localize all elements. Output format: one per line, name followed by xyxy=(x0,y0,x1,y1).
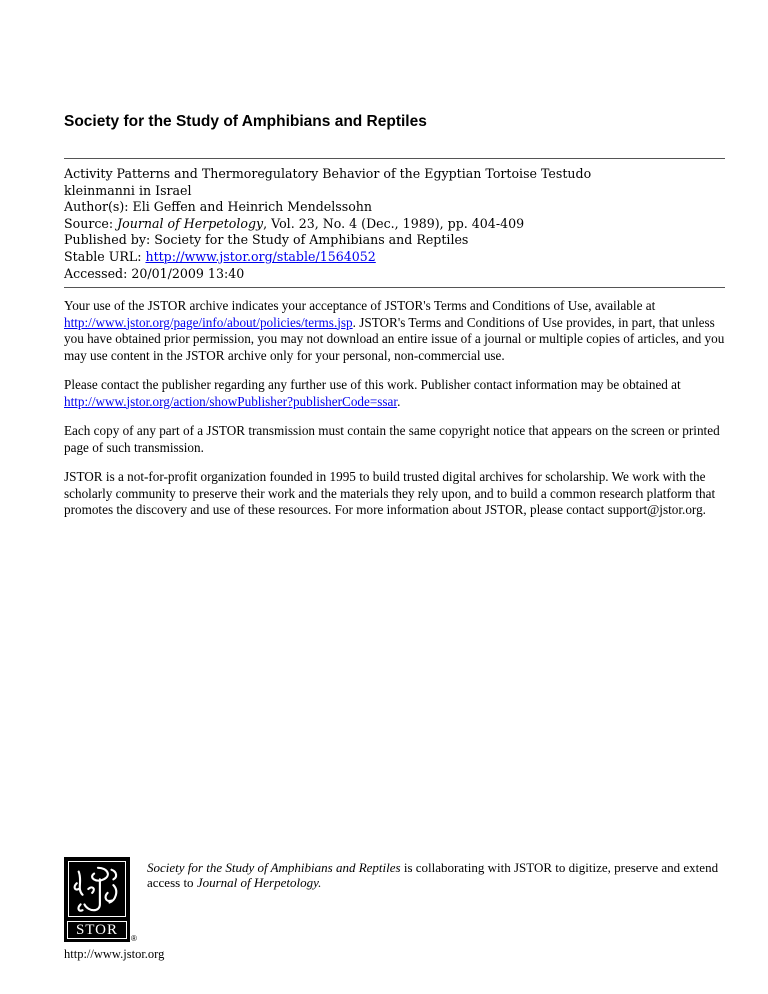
copyright-paragraph: Each copy of any part of a JSTOR transmission must contain the same copyright notice that appears on the screen or printed page of such transmission. xyxy=(64,423,720,455)
terms-text-continued: . JSTOR's Terms and Conditions of Use provides, in part, that unless you have obtained prior permission, you may not download an entire issue of a journal or multiple copies of articles, and you may use content in the JSTOR archive only for your personal, non-commercial use. xyxy=(64,314,725,363)
collaboration-notice xyxy=(147,860,732,890)
jstor-url: http://www.jstor.org xyxy=(64,947,165,961)
terms-link[interactable]: http://www.jstor.org/page/info/about/policies/terms.jsp xyxy=(64,314,353,330)
registered-mark: ® xyxy=(131,934,137,943)
collab-publisher: Society for the Study of Amphibians and Reptiles xyxy=(147,860,401,875)
jstor-emblem-icon xyxy=(68,861,126,917)
jstor-logo xyxy=(64,857,130,942)
terms-section xyxy=(64,298,728,532)
source-details: , Vol. 23, No. 4 (Dec., 1989), pp. 404-409 xyxy=(263,215,525,231)
jstor-logo-text: STOR xyxy=(67,921,127,939)
stable-url-label: Stable URL: xyxy=(64,248,146,264)
article-published-by: Published by: Society for the Study of Amphibians and Reptiles xyxy=(64,232,469,248)
article-metadata xyxy=(64,166,728,282)
top-divider xyxy=(64,158,725,159)
article-authors: Author(s): Eli Geffen and Heinrich Mendelssohn xyxy=(64,199,372,215)
article-title-line-1: Activity Patterns and Thermoregulatory Behavior of the Egyptian Tortoise Testudo xyxy=(64,166,592,181)
journal-name: Journal of Herpetology xyxy=(117,215,264,231)
article-accessed: Accessed: 20/01/2009 13:40 xyxy=(64,265,245,281)
jstor-about-paragraph: JSTOR is a not-for-profit organization founded in 1995 to build trusted digital archives for scholarship. We work with the scholarly community to preserve their work and the materials they rely upon, and to build a common research platform that promotes the discovery and use of these resources. For more information about JSTOR, please contact support@jstor.org. xyxy=(64,469,716,517)
collab-journal: Journal of Herpetology. xyxy=(196,875,322,890)
collab-text: is collaborating with JSTOR to digitize, preserve and extend access to xyxy=(147,860,719,890)
publisher-contact-link[interactable]: http://www.jstor.org/action/showPublisher?publisherCode=ssar xyxy=(64,393,398,409)
stable-url-link[interactable]: http://www.jstor.org/stable/1564052 xyxy=(145,248,376,264)
publisher-heading: Society for the Study of Amphibians and Reptiles xyxy=(64,113,427,130)
source-label: Source: xyxy=(64,215,118,231)
bottom-divider xyxy=(64,287,725,288)
article-stable-url xyxy=(64,249,728,266)
article-source xyxy=(64,216,728,233)
publisher-contact-text: Please contact the publisher regarding any further use of this work. Publisher contact information may be obtained at xyxy=(64,377,681,392)
publisher-contact-paragraph xyxy=(64,377,728,410)
article-title-line-2: kleinmanni in Israel xyxy=(64,182,192,198)
terms-paragraph xyxy=(64,298,728,364)
publisher-contact-end: . xyxy=(397,393,401,409)
terms-text: Your use of the JSTOR archive indicates your acceptance of JSTOR's Terms and Conditions of Use, available at xyxy=(64,298,656,313)
